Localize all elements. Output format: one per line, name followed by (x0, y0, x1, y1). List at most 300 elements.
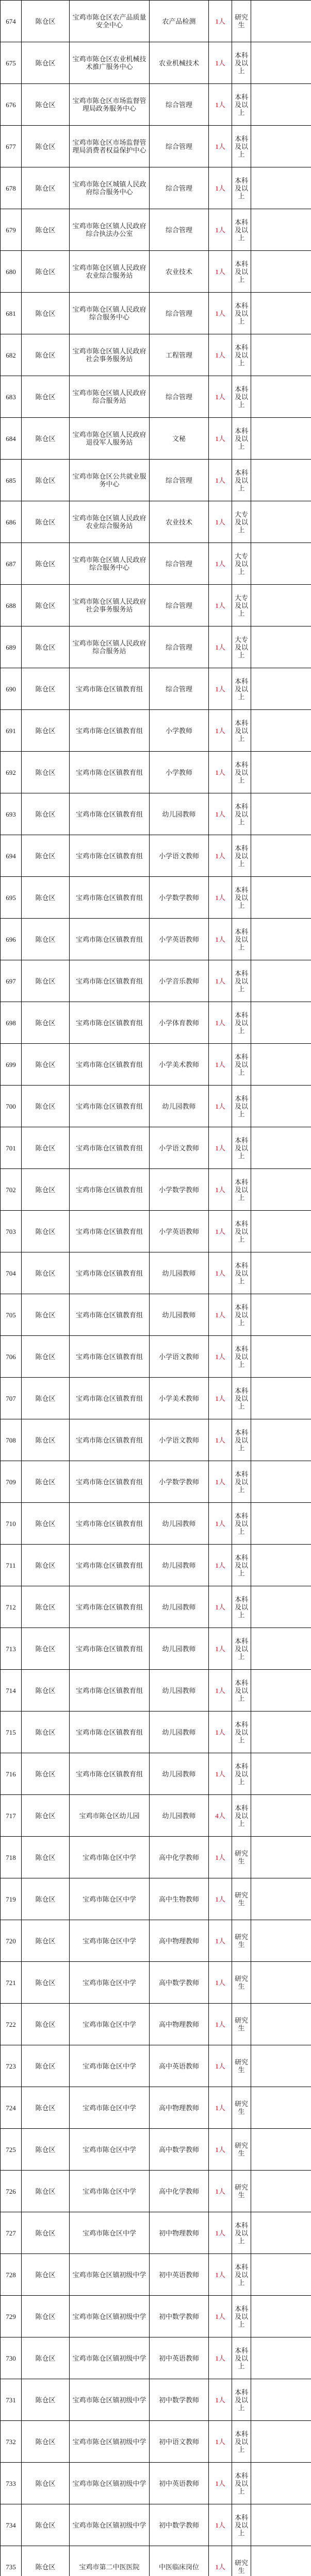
district-cell: 陈仓区 (22, 919, 70, 960)
table-row (1, 2171, 311, 2212)
employer-cell: 宝鸡市陈仓区镇教育组 (70, 1419, 150, 1461)
headcount-cell: 1人 (209, 1336, 232, 1378)
spec-cell (251, 1670, 311, 1711)
education-cell: 本科及以上 (232, 334, 251, 376)
headcount-cell: 1人 (209, 1837, 232, 1878)
employer-cell: 宝鸡市陈仓区镇教育组 (70, 877, 150, 919)
spec-cell (251, 460, 311, 501)
table-row (1, 1, 311, 42)
table-row (1, 2129, 311, 2171)
table-row (1, 418, 311, 460)
table-row (1, 543, 311, 585)
district-cell: 陈仓区 (22, 1336, 70, 1378)
employer-cell: 宝鸡市陈仓区镇教育组 (70, 1002, 150, 1044)
headcount-cell: 1人 (209, 1753, 232, 1795)
position-cell: 小学数学教师 (150, 877, 209, 919)
employer-cell: 宝鸡市陈仓区市场监督管理局消费者权益保护中心 (70, 126, 150, 167)
spec-cell (251, 2171, 311, 2212)
education-cell: 本科及以上 (232, 2463, 251, 2504)
table-row (1, 793, 311, 835)
district-cell: 陈仓区 (22, 501, 70, 543)
employer-cell: 宝鸡市陈仓区镇教育组 (70, 1127, 150, 1169)
table-row (1, 209, 311, 251)
headcount-cell: 1人 (209, 1628, 232, 1670)
headcount-cell: 1人 (209, 1127, 232, 1169)
table-row (1, 1252, 311, 1294)
spec-cell (251, 2379, 311, 2421)
employer-cell: 宝鸡市陈仓区镇教育组 (70, 1169, 150, 1211)
row-number: 693 (1, 793, 22, 835)
employer-cell: 宝鸡市陈仓区中学 (70, 1962, 150, 2004)
headcount-cell: 1人 (209, 1252, 232, 1294)
row-number: 690 (1, 668, 22, 710)
position-cell: 小学语文教师 (150, 1127, 209, 1169)
row-number: 681 (1, 293, 22, 334)
spec-cell (251, 2045, 311, 2087)
education-cell: 本科及以上 (232, 1795, 251, 1837)
headcount-cell: 1人 (209, 1044, 232, 1086)
education-cell: 本科及以上 (232, 919, 251, 960)
headcount-cell: 1人 (209, 919, 232, 960)
headcount-cell: 1人 (209, 334, 232, 376)
table-row (1, 2463, 311, 2504)
row-number: 675 (1, 42, 22, 84)
table-row (1, 1628, 311, 1670)
district-cell: 陈仓区 (22, 209, 70, 251)
position-cell: 综合管理 (150, 543, 209, 585)
headcount-cell: 1人 (209, 501, 232, 543)
employer-cell: 宝鸡市陈仓区镇人民政府社会事务服务站 (70, 334, 150, 376)
headcount-cell: 1人 (209, 1711, 232, 1753)
row-number: 718 (1, 1837, 22, 1878)
table-row (1, 1336, 311, 1378)
headcount-cell: 1人 (209, 2129, 232, 2171)
table-row (1, 2337, 311, 2379)
headcount-cell: 1人 (209, 84, 232, 126)
row-number: 691 (1, 710, 22, 752)
district-cell: 陈仓区 (22, 1837, 70, 1878)
position-cell: 初中物理教师 (150, 2212, 209, 2254)
district-cell: 陈仓区 (22, 1878, 70, 1920)
headcount-cell: 1人 (209, 543, 232, 585)
headcount-cell: 1人 (209, 1878, 232, 1920)
district-cell: 陈仓区 (22, 2129, 70, 2171)
spec-cell (251, 793, 311, 835)
table-row (1, 2421, 311, 2463)
position-cell: 初中英语教师 (150, 2463, 209, 2504)
district-cell: 陈仓区 (22, 84, 70, 126)
table-row (1, 1378, 311, 1419)
row-number: 711 (1, 1545, 22, 1586)
district-cell: 陈仓区 (22, 1294, 70, 1336)
spec-cell (251, 2296, 311, 2337)
education-cell: 研究生 (232, 2546, 251, 2576)
position-cell: 农业机械技术 (150, 42, 209, 84)
employer-cell: 宝鸡市陈仓区城镇人民政府综合服务中心 (70, 167, 150, 209)
headcount-cell: 1人 (209, 1211, 232, 1252)
employer-cell: 宝鸡市陈仓区农产品质量安全中心 (70, 1, 150, 42)
position-cell: 初中英语教师 (150, 2337, 209, 2379)
row-number: 677 (1, 126, 22, 167)
position-cell: 综合管理 (150, 668, 209, 710)
spec-cell (251, 2254, 311, 2296)
district-cell: 陈仓区 (22, 668, 70, 710)
district-cell: 陈仓区 (22, 877, 70, 919)
row-number: 688 (1, 585, 22, 626)
spec-cell (251, 543, 311, 585)
employer-cell: 宝鸡市陈仓区镇教育组 (70, 752, 150, 793)
employer-cell: 宝鸡市陈仓区镇人民政府退役军人服务站 (70, 418, 150, 460)
employer-cell: 宝鸡市陈仓区镇教育组 (70, 1252, 150, 1294)
position-cell: 幼儿园教师 (150, 1545, 209, 1586)
education-cell: 本科及以上 (232, 460, 251, 501)
position-cell: 小学英语教师 (150, 919, 209, 960)
district-cell: 陈仓区 (22, 1002, 70, 1044)
headcount-cell: 1人 (209, 1670, 232, 1711)
position-cell: 综合管理 (150, 376, 209, 418)
employer-cell: 宝鸡市陈仓区中学 (70, 2004, 150, 2045)
district-cell: 陈仓区 (22, 752, 70, 793)
employer-cell: 宝鸡市陈仓区镇教育组 (70, 1628, 150, 1670)
position-cell: 农业技术 (150, 501, 209, 543)
education-cell: 本科及以上 (232, 1294, 251, 1336)
row-number: 701 (1, 1127, 22, 1169)
education-cell: 研究生 (232, 2129, 251, 2171)
education-cell: 研究生 (232, 1962, 251, 2004)
row-number: 729 (1, 2296, 22, 2337)
employer-cell: 宝鸡市陈仓区镇教育组 (70, 1086, 150, 1127)
table-row (1, 1753, 311, 1795)
table-row (1, 710, 311, 752)
headcount-cell: 1人 (209, 126, 232, 167)
employer-cell: 宝鸡市陈仓区镇教育组 (70, 1294, 150, 1336)
employer-cell: 宝鸡市陈仓区镇初级中学 (70, 2379, 150, 2421)
table-row (1, 1920, 311, 1962)
row-number: 683 (1, 376, 22, 418)
row-number: 732 (1, 2421, 22, 2463)
position-cell: 幼儿园教师 (150, 1628, 209, 1670)
district-cell: 陈仓区 (22, 1628, 70, 1670)
position-cell: 综合管理 (150, 84, 209, 126)
district-cell: 陈仓区 (22, 793, 70, 835)
position-cell: 小学教师 (150, 752, 209, 793)
headcount-cell: 1人 (209, 1378, 232, 1419)
row-number: 709 (1, 1461, 22, 1503)
education-cell: 本科及以上 (232, 877, 251, 919)
row-number: 686 (1, 501, 22, 543)
employer-cell: 宝鸡市陈仓区农业机械技术推广服务中心 (70, 42, 150, 84)
spec-cell (251, 2087, 311, 2129)
education-cell: 研究生 (232, 2087, 251, 2129)
district-cell: 陈仓区 (22, 2045, 70, 2087)
table-row (1, 2212, 311, 2254)
education-cell: 本科及以上 (232, 1044, 251, 1086)
position-cell: 农业技术 (150, 251, 209, 293)
table-body (1, 1, 311, 2576)
spec-cell (251, 84, 311, 126)
district-cell: 陈仓区 (22, 2421, 70, 2463)
headcount-cell: 1人 (209, 1962, 232, 2004)
district-cell: 陈仓区 (22, 2004, 70, 2045)
table-row (1, 334, 311, 376)
district-cell: 陈仓区 (22, 835, 70, 877)
spec-cell (251, 1461, 311, 1503)
table-row (1, 1419, 311, 1461)
position-cell: 高中生物教师 (150, 1878, 209, 1920)
district-cell: 陈仓区 (22, 1962, 70, 2004)
employer-cell: 宝鸡市第二中医医院 (70, 2546, 150, 2576)
spec-cell (251, 1628, 311, 1670)
district-cell: 陈仓区 (22, 2463, 70, 2504)
district-cell: 陈仓区 (22, 376, 70, 418)
employer-cell: 宝鸡市陈仓区镇初级中学 (70, 2296, 150, 2337)
table-row (1, 501, 311, 543)
row-number: 704 (1, 1252, 22, 1294)
employer-cell: 宝鸡市陈仓区镇教育组 (70, 710, 150, 752)
headcount-cell: 1人 (209, 1461, 232, 1503)
employer-cell: 宝鸡市陈仓区镇教育组 (70, 668, 150, 710)
district-cell: 陈仓区 (22, 1252, 70, 1294)
row-number: 687 (1, 543, 22, 585)
district-cell: 陈仓区 (22, 1753, 70, 1795)
education-cell: 大专及以上 (232, 543, 251, 585)
employer-cell: 宝鸡市陈仓区镇教育组 (70, 1336, 150, 1378)
row-number: 733 (1, 2463, 22, 2504)
employer-cell: 宝鸡市陈仓区幼儿园 (70, 1795, 150, 1837)
district-cell: 陈仓区 (22, 126, 70, 167)
spec-cell (251, 1002, 311, 1044)
headcount-cell: 1人 (209, 251, 232, 293)
table-row (1, 1211, 311, 1252)
position-cell: 高中数学教师 (150, 1962, 209, 2004)
employer-cell: 宝鸡市陈仓区镇人民政府社会事务服务站 (70, 585, 150, 626)
spec-cell (251, 1795, 311, 1837)
spec-cell (251, 1294, 311, 1336)
education-cell: 本科及以上 (232, 1378, 251, 1419)
row-number: 703 (1, 1211, 22, 1252)
position-cell: 幼儿园教师 (150, 1711, 209, 1753)
position-cell: 初中语文教师 (150, 2421, 209, 2463)
table-row (1, 1503, 311, 1545)
row-number: 695 (1, 877, 22, 919)
spec-cell (251, 1545, 311, 1586)
employer-cell: 宝鸡市陈仓区镇人民政府综合服务中心 (70, 293, 150, 334)
district-cell: 陈仓区 (22, 2212, 70, 2254)
row-number: 735 (1, 2546, 22, 2576)
spec-cell (251, 209, 311, 251)
employer-cell: 宝鸡市陈仓区镇人民政府农业综合服务站 (70, 251, 150, 293)
headcount-cell: 1人 (209, 2212, 232, 2254)
row-number: 719 (1, 1878, 22, 1920)
education-cell: 研究生 (232, 2045, 251, 2087)
district-cell: 陈仓区 (22, 251, 70, 293)
position-cell: 小学数学教师 (150, 1169, 209, 1211)
row-number: 698 (1, 1002, 22, 1044)
employer-cell: 宝鸡市陈仓区镇教育组 (70, 1545, 150, 1586)
table-row (1, 2379, 311, 2421)
headcount-cell: 1人 (209, 2171, 232, 2212)
spec-cell (251, 2337, 311, 2379)
headcount-cell: 1人 (209, 1086, 232, 1127)
education-cell: 本科及以上 (232, 668, 251, 710)
position-cell: 小学美术教师 (150, 1378, 209, 1419)
education-cell: 本科及以上 (232, 1002, 251, 1044)
position-cell: 综合管理 (150, 209, 209, 251)
education-cell: 本科及以上 (232, 1503, 251, 1545)
district-cell: 陈仓区 (22, 2379, 70, 2421)
headcount-cell: 1人 (209, 2045, 232, 2087)
education-cell: 研究生 (232, 1920, 251, 1962)
position-cell: 小学语文教师 (150, 835, 209, 877)
spec-cell (251, 668, 311, 710)
employer-cell: 宝鸡市陈仓区镇教育组 (70, 1586, 150, 1628)
row-number: 714 (1, 1670, 22, 1711)
education-cell: 本科及以上 (232, 84, 251, 126)
education-cell: 本科及以上 (232, 1545, 251, 1586)
table-row (1, 1545, 311, 1586)
position-cell: 幼儿园教师 (150, 1294, 209, 1336)
district-cell: 陈仓区 (22, 1545, 70, 1586)
headcount-cell: 1人 (209, 167, 232, 209)
employer-cell: 宝鸡市陈仓区镇教育组 (70, 1670, 150, 1711)
table-row (1, 2546, 311, 2576)
position-cell: 高中数学教师 (150, 2129, 209, 2171)
education-cell: 本科及以上 (232, 376, 251, 418)
district-cell: 陈仓区 (22, 626, 70, 668)
education-cell: 研究生 (232, 1878, 251, 1920)
spec-cell (251, 418, 311, 460)
education-cell: 本科及以上 (232, 793, 251, 835)
spec-cell (251, 2129, 311, 2171)
education-cell: 本科及以上 (232, 167, 251, 209)
headcount-cell: 1人 (209, 668, 232, 710)
row-number: 676 (1, 84, 22, 126)
spec-cell (251, 835, 311, 877)
position-cell: 初中数学教师 (150, 2379, 209, 2421)
district-cell: 陈仓区 (22, 167, 70, 209)
row-number: 705 (1, 1294, 22, 1336)
spec-cell (251, 2004, 311, 2045)
position-cell: 农产品检测 (150, 1, 209, 42)
table-row (1, 585, 311, 626)
table-row (1, 1878, 311, 1920)
table-row (1, 1711, 311, 1753)
row-number: 710 (1, 1503, 22, 1545)
district-cell: 陈仓区 (22, 1795, 70, 1837)
row-number: 689 (1, 626, 22, 668)
education-cell: 本科及以上 (232, 1127, 251, 1169)
position-cell: 小学音乐教师 (150, 960, 209, 1002)
employer-cell: 宝鸡市陈仓区镇教育组 (70, 1211, 150, 1252)
spec-cell (251, 251, 311, 293)
position-cell: 幼儿园教师 (150, 793, 209, 835)
education-cell: 本科及以上 (232, 2254, 251, 2296)
table-row (1, 2004, 311, 2045)
headcount-cell: 1人 (209, 2379, 232, 2421)
spec-cell (251, 1169, 311, 1211)
position-cell: 高中物理教师 (150, 2004, 209, 2045)
employer-cell: 宝鸡市陈仓区镇人民政府综合服务站 (70, 626, 150, 668)
position-cell: 小学教师 (150, 710, 209, 752)
employer-cell: 宝鸡市陈仓区镇教育组 (70, 919, 150, 960)
position-cell: 小学英语教师 (150, 1211, 209, 1252)
headcount-cell: 1人 (209, 209, 232, 251)
position-cell: 幼儿园教师 (150, 1586, 209, 1628)
row-number: 685 (1, 460, 22, 501)
spec-cell (251, 626, 311, 668)
education-cell: 本科及以上 (232, 1753, 251, 1795)
employer-cell: 宝鸡市陈仓区镇教育组 (70, 1753, 150, 1795)
table-row (1, 960, 311, 1002)
spec-cell (251, 1419, 311, 1461)
table-row (1, 2045, 311, 2087)
spec-cell (251, 1044, 311, 1086)
headcount-cell: 1人 (209, 1294, 232, 1336)
employer-cell: 宝鸡市陈仓区镇人民政府综合服务站 (70, 376, 150, 418)
table-row (1, 1837, 311, 1878)
education-cell: 本科及以上 (232, 42, 251, 84)
education-cell: 本科及以上 (232, 1336, 251, 1378)
row-number: 694 (1, 835, 22, 877)
table-row (1, 1086, 311, 1127)
spec-cell (251, 2546, 311, 2576)
row-number: 706 (1, 1336, 22, 1378)
district-cell: 陈仓区 (22, 2171, 70, 2212)
district-cell: 陈仓区 (22, 710, 70, 752)
position-cell: 幼儿园教师 (150, 1252, 209, 1294)
education-cell: 本科及以上 (232, 752, 251, 793)
row-number: 707 (1, 1378, 22, 1419)
education-cell: 本科及以上 (232, 418, 251, 460)
table-row (1, 1461, 311, 1503)
district-cell: 陈仓区 (22, 1670, 70, 1711)
row-number: 679 (1, 209, 22, 251)
headcount-cell: 1人 (209, 2004, 232, 2045)
table-row (1, 1294, 311, 1336)
district-cell: 陈仓区 (22, 1169, 70, 1211)
spec-cell (251, 293, 311, 334)
employer-cell: 宝鸡市陈仓区镇教育组 (70, 835, 150, 877)
education-cell: 本科及以上 (232, 2421, 251, 2463)
headcount-cell: 1人 (209, 42, 232, 84)
spec-cell (251, 376, 311, 418)
row-number: 720 (1, 1920, 22, 1962)
headcount-cell: 1人 (209, 460, 232, 501)
headcount-cell: 1人 (209, 2296, 232, 2337)
row-number: 723 (1, 2045, 22, 2087)
education-cell: 本科及以上 (232, 1586, 251, 1628)
education-cell: 本科及以上 (232, 1670, 251, 1711)
position-cell: 高中物理教师 (150, 2087, 209, 2129)
education-cell: 本科及以上 (232, 1211, 251, 1252)
headcount-cell: 1人 (209, 1002, 232, 1044)
education-cell: 本科及以上 (232, 1628, 251, 1670)
employer-cell: 宝鸡市陈仓区镇人民政府综合执法办公室 (70, 209, 150, 251)
district-cell: 陈仓区 (22, 1, 70, 42)
spec-cell (251, 1711, 311, 1753)
spec-cell (251, 919, 311, 960)
position-cell: 幼儿园教师 (150, 1086, 209, 1127)
employer-cell: 宝鸡市陈仓区中学 (70, 2045, 150, 2087)
headcount-cell: 1人 (209, 585, 232, 626)
employer-cell: 宝鸡市陈仓区中学 (70, 1920, 150, 1962)
table-row (1, 167, 311, 209)
headcount-cell: 1人 (209, 2504, 232, 2546)
table-row (1, 1127, 311, 1169)
position-cell: 高中化学教师 (150, 2171, 209, 2212)
headcount-cell: 1人 (209, 1, 232, 42)
position-cell: 幼儿园教师 (150, 1753, 209, 1795)
